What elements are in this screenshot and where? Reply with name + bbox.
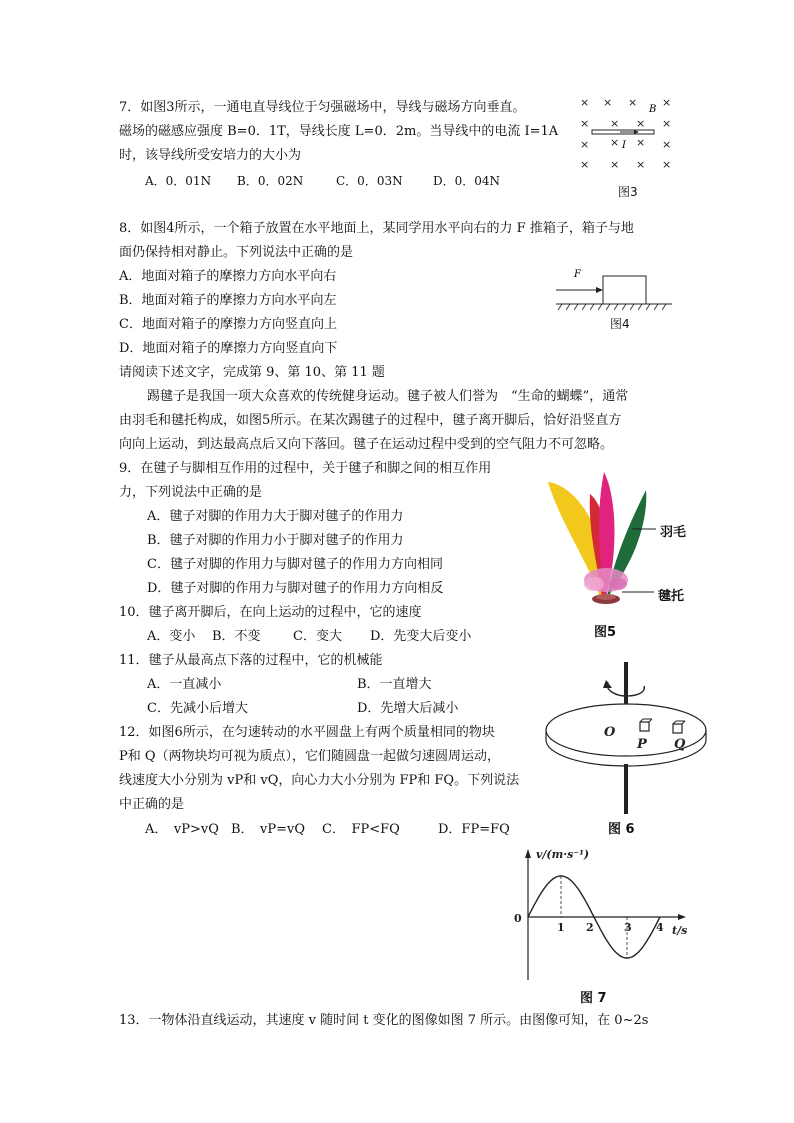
q12-option-d: D．FP=FQ bbox=[438, 822, 510, 837]
figure-3-caption: 图3 bbox=[618, 185, 638, 199]
fig6-label-q: Q bbox=[674, 737, 686, 752]
q11-option-b: B．一直增大 bbox=[357, 677, 432, 692]
q11-option-d: D．先增大后减小 bbox=[357, 701, 459, 716]
fig7-tick-4: 4 bbox=[656, 921, 664, 934]
q12-line1: 12．如图6所示，在匀速转动的水平圆盘上有两个质量相同的物块 bbox=[119, 725, 495, 740]
q7-option-b: B．0．02N bbox=[237, 174, 304, 188]
fig3-label-b: B bbox=[649, 104, 657, 115]
svg-text:×: × bbox=[636, 158, 646, 171]
q8-option-a: A．地面对箱子的摩擦力方向水平向右 bbox=[119, 269, 337, 284]
fig6-block-p bbox=[640, 722, 649, 731]
fig4-box bbox=[603, 276, 646, 304]
q11-option-c: C．先减小后增大 bbox=[147, 701, 248, 716]
q8-option-c: C．地面对箱子的摩擦力方向竖直向上 bbox=[119, 317, 337, 332]
figure-7-caption: 图 7 bbox=[580, 991, 607, 1006]
figure-6-caption: 图 6 bbox=[608, 822, 635, 837]
q8-option-d: D．地面对箱子的摩擦力方向竖直向下 bbox=[119, 341, 338, 356]
passage-line2: 由羽毛和毽托构成，如图5所示。在某次踢毽子的过程中，毽子离开脚后，恰好沿竖直方 bbox=[119, 413, 622, 428]
q9-option-b: B．毽子对脚的作用力小于脚对毽子的作用力 bbox=[147, 533, 404, 548]
svg-text:×: × bbox=[636, 117, 646, 130]
fig7-origin: 0 bbox=[514, 912, 522, 925]
q7-option-a: A．0．01N bbox=[145, 174, 212, 188]
figure-5-caption: 图5 bbox=[594, 625, 617, 640]
svg-text:×: × bbox=[662, 158, 672, 171]
svg-text:×: × bbox=[603, 96, 613, 109]
q10-option-d: D．先变大后变小 bbox=[370, 629, 472, 644]
q8-line2: 面仍保持相对静止。下列说法中正确的是 bbox=[119, 245, 354, 260]
fig7-xlabel: t/s bbox=[672, 924, 688, 937]
q12-option-c: C． FP<FQ bbox=[322, 822, 400, 837]
svg-text:×: × bbox=[610, 136, 620, 149]
q13-line1: 13．一物体沿直线运动，其速度 v 随时间 t 变化的图像如图 7 所示。由图像可知，在 0~2s bbox=[119, 1013, 649, 1028]
svg-text:×: × bbox=[610, 117, 620, 130]
q7-line3: 时，该导线所受安培力的大小为 bbox=[119, 148, 302, 163]
passage-line3: 向向上运动，到达最高点后又向下落回。毽子在运动过程中受到的空气阻力不可忽略。 bbox=[119, 437, 614, 452]
fig5-label-base: 毽托 bbox=[658, 589, 685, 604]
q7-line1: 7．如图3所示，一通电直导线位于匀强磁场中，导线与磁场方向垂直。 bbox=[119, 100, 526, 115]
fig5-label-feather: 羽毛 bbox=[660, 525, 687, 540]
q12-line2: P和 Q（两物块均可视为质点），它们随圆盘一起做匀速圆周运动， bbox=[119, 749, 501, 764]
q9-line2: 力，下列说法中正确的是 bbox=[119, 485, 263, 500]
figure-3-magnetic-field bbox=[570, 92, 680, 172]
q10-stem: 10．毽子离开脚后，在向上运动的过程中，它的速度 bbox=[119, 605, 422, 620]
fig7-tick-3: 3 bbox=[624, 921, 632, 934]
q10-option-b: B．不变 bbox=[212, 629, 261, 644]
fig6-label-p: P bbox=[637, 737, 647, 752]
q12-option-b: B． vP=vQ bbox=[231, 822, 306, 837]
passage-line1: 踢毽子是我国一项大众喜欢的传统健身运动。毽子被人们誉为 “生命的蝴蝶”，通常 bbox=[147, 389, 629, 404]
svg-text:×: × bbox=[580, 138, 590, 151]
q9-option-c: C．毽子对脚的作用力与脚对毽子的作用力方向相同 bbox=[147, 557, 443, 572]
q8-line1: 8．如图4所示，一个箱子放置在水平地面上，某同学用水平向右的力 F 推箱子，箱子与地 bbox=[119, 221, 634, 236]
figure-7-velocity-graph bbox=[508, 842, 690, 984]
q7-line2: 磁场的磁感应强度 B=0．1T，导线长度 L=0．2m。当导线中的电流 I=1A bbox=[119, 124, 559, 139]
fig3-label-i: I bbox=[622, 140, 626, 151]
svg-text:×: × bbox=[636, 136, 646, 149]
svg-text:×: × bbox=[662, 96, 672, 109]
svg-text:×: × bbox=[628, 96, 638, 109]
q12-option-a: A． vP>vQ bbox=[145, 822, 219, 837]
q7-option-d: D．0．04N bbox=[433, 174, 501, 188]
figure-6-rotating-disk bbox=[542, 658, 714, 816]
passage-intro: 请阅读下述文字，完成第 9、第 10、第 11 题 bbox=[119, 365, 385, 380]
fig6-label-o: O bbox=[604, 725, 616, 740]
q10-option-a: A．变小 bbox=[147, 629, 196, 644]
q11-stem: 11．毽子从最高点下落的过程中，它的机械能 bbox=[119, 653, 383, 668]
fig6-block-q bbox=[673, 724, 682, 733]
fig7-tick-1: 1 bbox=[557, 921, 565, 934]
q7-option-c: C．0．03N bbox=[336, 174, 403, 188]
figure-4-box-push bbox=[552, 264, 677, 314]
svg-text:×: × bbox=[662, 117, 672, 130]
q12-line3: 线速度大小分别为 vP和 vQ，向心力大小分别为 FP和 FQ。下列说法 bbox=[119, 773, 520, 788]
svg-text:×: × bbox=[580, 158, 590, 171]
q9-line1: 9．在毽子与脚相互作用的过程中，关于毽子和脚之间的相互作用 bbox=[119, 461, 492, 476]
q8-option-b: B．地面对箱子的摩擦力方向水平向左 bbox=[119, 293, 337, 308]
q9-option-a: A．毽子对脚的作用力大于脚对毽子的作用力 bbox=[147, 509, 404, 524]
svg-text:×: × bbox=[580, 96, 590, 109]
q12-line4: 中正确的是 bbox=[119, 797, 185, 812]
svg-text:×: × bbox=[580, 117, 590, 130]
figure-4-caption: 图4 bbox=[610, 317, 630, 331]
q9-option-d: D．毽子对脚的作用力与脚对毽子的作用力方向相反 bbox=[147, 581, 444, 596]
svg-text:×: × bbox=[610, 158, 620, 171]
fig7-ylabel: v/(m·s⁻¹) bbox=[536, 848, 590, 861]
svg-text:×: × bbox=[662, 138, 672, 151]
fig7-tick-2: 2 bbox=[586, 921, 594, 934]
q10-option-c: C．变大 bbox=[293, 629, 342, 644]
q11-option-a: A．一直减小 bbox=[147, 677, 222, 692]
fig4-label-f: F bbox=[574, 269, 581, 280]
